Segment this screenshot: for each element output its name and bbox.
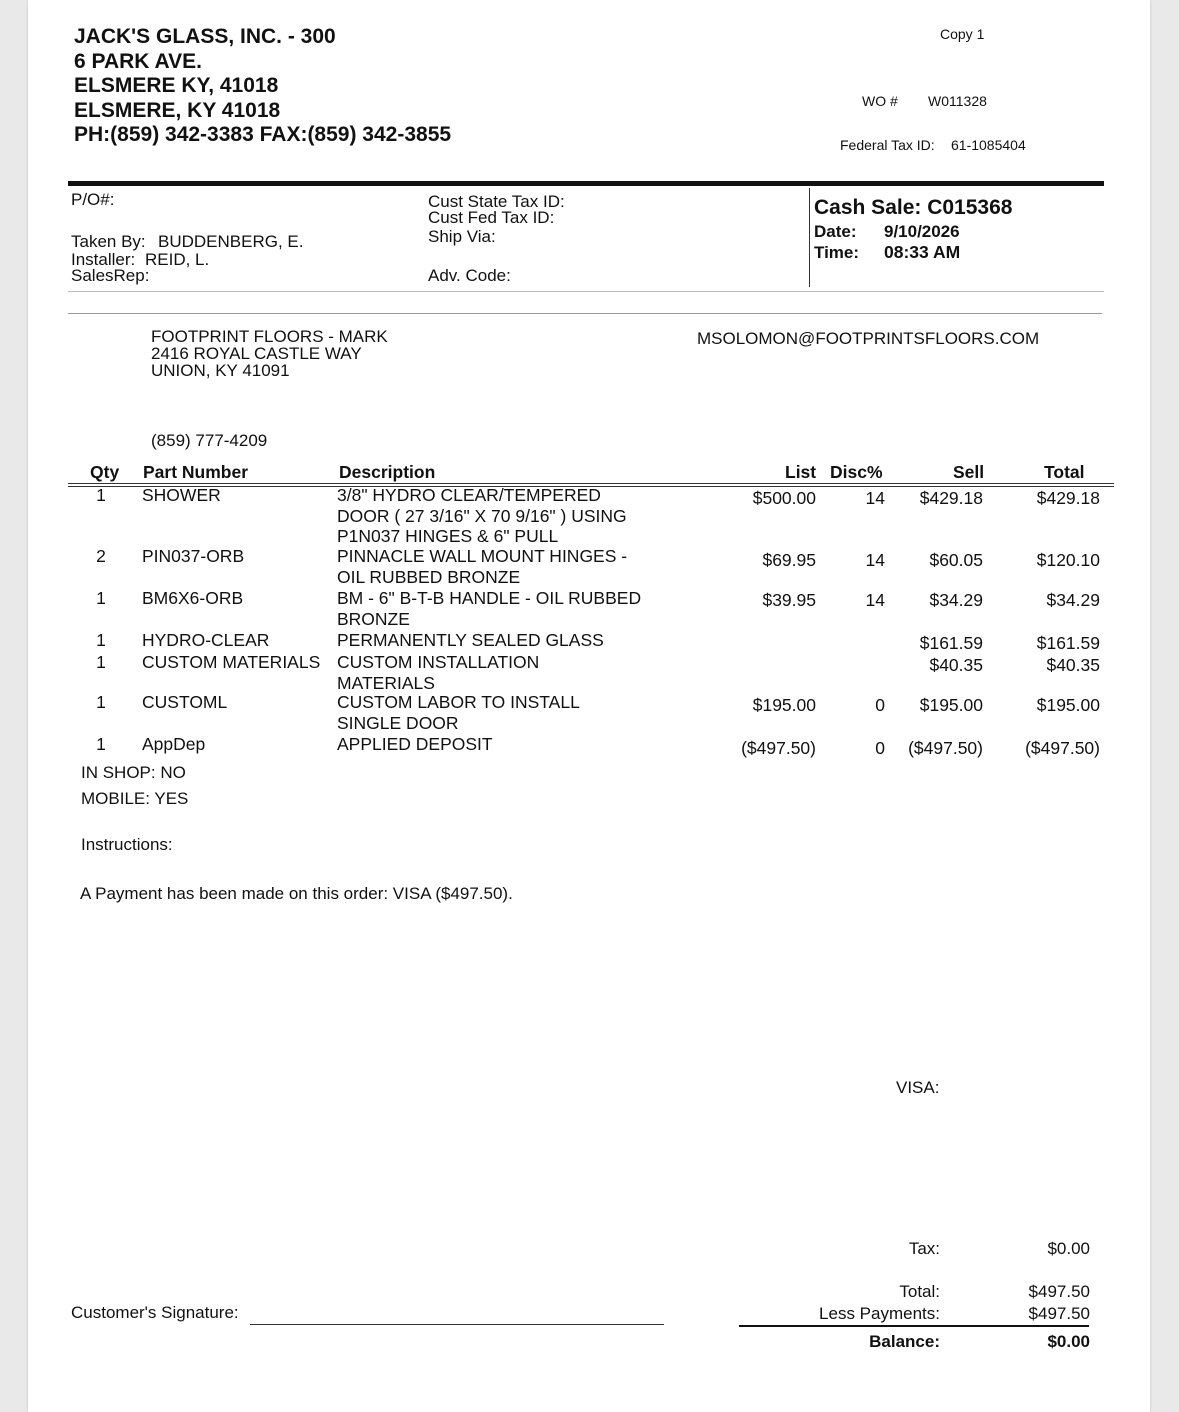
less-payments-value: $497.50 [1028, 1304, 1090, 1323]
row-description-line: PINNACLE WALL MOUNT HINGES - [337, 546, 628, 566]
row-part-number: CUSTOML [142, 692, 228, 712]
row-sell-price: $161.59 [919, 633, 983, 653]
row-description-line: CUSTOM INSTALLATION [337, 652, 540, 672]
invoice-page [28, 0, 1150, 1412]
row-list-price: $69.95 [762, 550, 816, 570]
row-description [337, 652, 539, 693]
company-name: JACK'S GLASS, INC. - 300 [74, 25, 336, 48]
row-list-price: ($497.50) [741, 738, 816, 758]
payment-note: A Payment has been made on this order: VISA ($497.50). [80, 884, 513, 903]
time-value: 08:33 AM [884, 242, 961, 262]
po-label: P/O#: [71, 190, 115, 209]
col-sell-header: Sell [953, 462, 985, 482]
row-description-line: MATERIALS [337, 672, 435, 693]
row-part-number: CUSTOM MATERIALS [142, 652, 321, 672]
row-qty: 1 [96, 652, 106, 672]
total-value: $497.50 [1028, 1282, 1090, 1301]
installer-label: Installer: [71, 250, 136, 269]
row-description-line: SINGLE DOOR [337, 712, 459, 733]
row-sell-price: ($497.50) [908, 738, 983, 758]
row-description-line: PERMANENTLY SEALED GLASS [337, 630, 604, 650]
row-qty: 1 [96, 485, 106, 505]
signature-label: Customer's Signature: [71, 1303, 239, 1322]
federal-tax-label: Federal Tax ID: [840, 137, 935, 153]
row-discount: 14 [865, 488, 885, 508]
row-total: $120.10 [1036, 550, 1100, 570]
installer-value: REID, L. [145, 250, 210, 269]
customer-phone: (859) 777-4209 [151, 431, 268, 450]
row-sell-price: $60.05 [929, 550, 983, 570]
balance-value: $0.00 [1047, 1332, 1090, 1351]
time-label: Time: [814, 243, 860, 262]
row-list-price: $39.95 [762, 590, 816, 610]
sale-box-divider [809, 188, 810, 287]
row-qty: 1 [96, 734, 106, 754]
col-list-header: List [785, 462, 817, 482]
row-part-number: SHOWER [142, 485, 221, 505]
cust-fed-tax-label: Cust Fed Tax ID: [428, 208, 555, 227]
row-part-number: AppDep [142, 734, 206, 754]
row-qty: 1 [96, 588, 106, 608]
row-part-number: HYDRO-CLEAR [142, 630, 270, 650]
customer-email: MSOLOMON@FOOTPRINTSFLOORS.COM [697, 329, 1040, 348]
row-total: $161.59 [1036, 633, 1100, 653]
row-qty: 2 [96, 546, 106, 566]
row-discount: 14 [865, 590, 885, 610]
col-qty-header: Qty [90, 462, 120, 482]
row-list-price: $195.00 [752, 695, 816, 715]
totals-divider [739, 1325, 1089, 1327]
row-sell-price: $429.18 [919, 488, 983, 508]
company-city-2: ELSMERE, KY 41018 [74, 98, 281, 122]
copy-label: Copy 1 [940, 26, 985, 42]
wo-label: WO # [862, 93, 898, 109]
ship-via-label: Ship Via: [428, 227, 496, 246]
instructions-label: Instructions: [81, 835, 173, 854]
company-header [74, 25, 451, 148]
row-description-line: BM - 6" B-T-B HANDLE - OIL RUBBED [337, 588, 642, 608]
col-part-header: Part Number [143, 462, 249, 482]
col-description-header: Description [339, 462, 436, 482]
row-description [337, 692, 580, 733]
customer-city: UNION, KY 41091 [151, 361, 290, 380]
taken-by-value: BUDDENBERG, E. [158, 232, 304, 251]
mobile-note: MOBILE: YES [81, 789, 189, 808]
row-sell-price: $34.29 [929, 590, 983, 610]
row-sell-price: $40.35 [929, 655, 983, 675]
taken-by-label: Taken By: [71, 232, 146, 251]
company-address: 6 PARK AVE. [74, 49, 202, 73]
signature-line[interactable] [250, 1324, 664, 1325]
row-part-number: PIN037-ORB [142, 546, 245, 566]
row-description-line: APPLIED DEPOSIT [337, 734, 493, 754]
row-total: ($497.50) [1025, 738, 1100, 758]
row-description [337, 546, 627, 587]
cash-sale-title: Cash Sale: C015368 [814, 196, 1013, 219]
customer-name: FOOTPRINT FLOORS - MARK [151, 327, 388, 346]
visa-label: VISA: [896, 1078, 940, 1097]
row-description [337, 485, 627, 547]
total-label: Total: [899, 1282, 940, 1301]
col-total-header: Total [1044, 462, 1085, 482]
row-description [337, 630, 604, 651]
cust-state-tax-label: Cust State Tax ID: [428, 192, 565, 211]
wo-number: W011328 [928, 93, 987, 109]
company-city-1: ELSMERE KY, 41018 [74, 74, 279, 97]
row-discount: 14 [865, 550, 885, 570]
row-total: $195.00 [1036, 695, 1100, 715]
row-total: $429.18 [1036, 488, 1100, 508]
row-discount: 0 [875, 738, 885, 758]
row-description-line: 3/8" HYDRO CLEAR/TEMPERED [337, 485, 601, 505]
row-qty: 1 [96, 692, 106, 712]
company-phones: PH:(859) 342-3383 FAX:(859) 342-3855 [74, 123, 452, 146]
less-payments-label: Less Payments: [819, 1304, 940, 1323]
row-description [337, 734, 493, 755]
row-description-line: P1N037 HINGES & 6" PULL [337, 526, 559, 546]
row-list-price: $500.00 [752, 488, 816, 508]
balance-label: Balance: [869, 1332, 940, 1351]
row-description [337, 588, 641, 629]
row-description-line: CUSTOM LABOR TO INSTALL [337, 692, 580, 712]
tax-value: $0.00 [1047, 1239, 1090, 1258]
row-total: $34.29 [1046, 590, 1100, 610]
date-value: 9/10/2026 [884, 222, 960, 241]
federal-tax-id: 61-1085404 [951, 137, 1026, 153]
row-total: $40.35 [1046, 655, 1100, 675]
customer-block [151, 328, 388, 379]
date-label: Date: [814, 222, 857, 241]
in-shop-note: IN SHOP: NO [81, 763, 186, 782]
row-description-line: BRONZE [337, 608, 410, 629]
header-divider [68, 181, 1104, 186]
adv-code-label: Adv. Code: [428, 266, 511, 285]
customer-address: 2416 ROYAL CASTLE WAY [151, 344, 362, 363]
salesrep-label: SalesRep: [71, 266, 150, 285]
col-disc-header: Disc% [830, 462, 883, 482]
tax-label: Tax: [908, 1239, 940, 1258]
row-description-line: DOOR ( 27 3/16" X 70 9/16" ) USING [337, 505, 627, 526]
table-header-line-1 [68, 483, 1114, 484]
order-info-divider-1 [68, 291, 1104, 292]
row-qty: 1 [96, 630, 106, 650]
row-part-number: BM6X6-ORB [142, 588, 244, 608]
row-sell-price: $195.00 [919, 695, 983, 715]
order-info-divider-2 [68, 313, 1102, 314]
row-discount: 0 [875, 695, 885, 715]
row-description-line: OIL RUBBED BRONZE [337, 566, 521, 587]
